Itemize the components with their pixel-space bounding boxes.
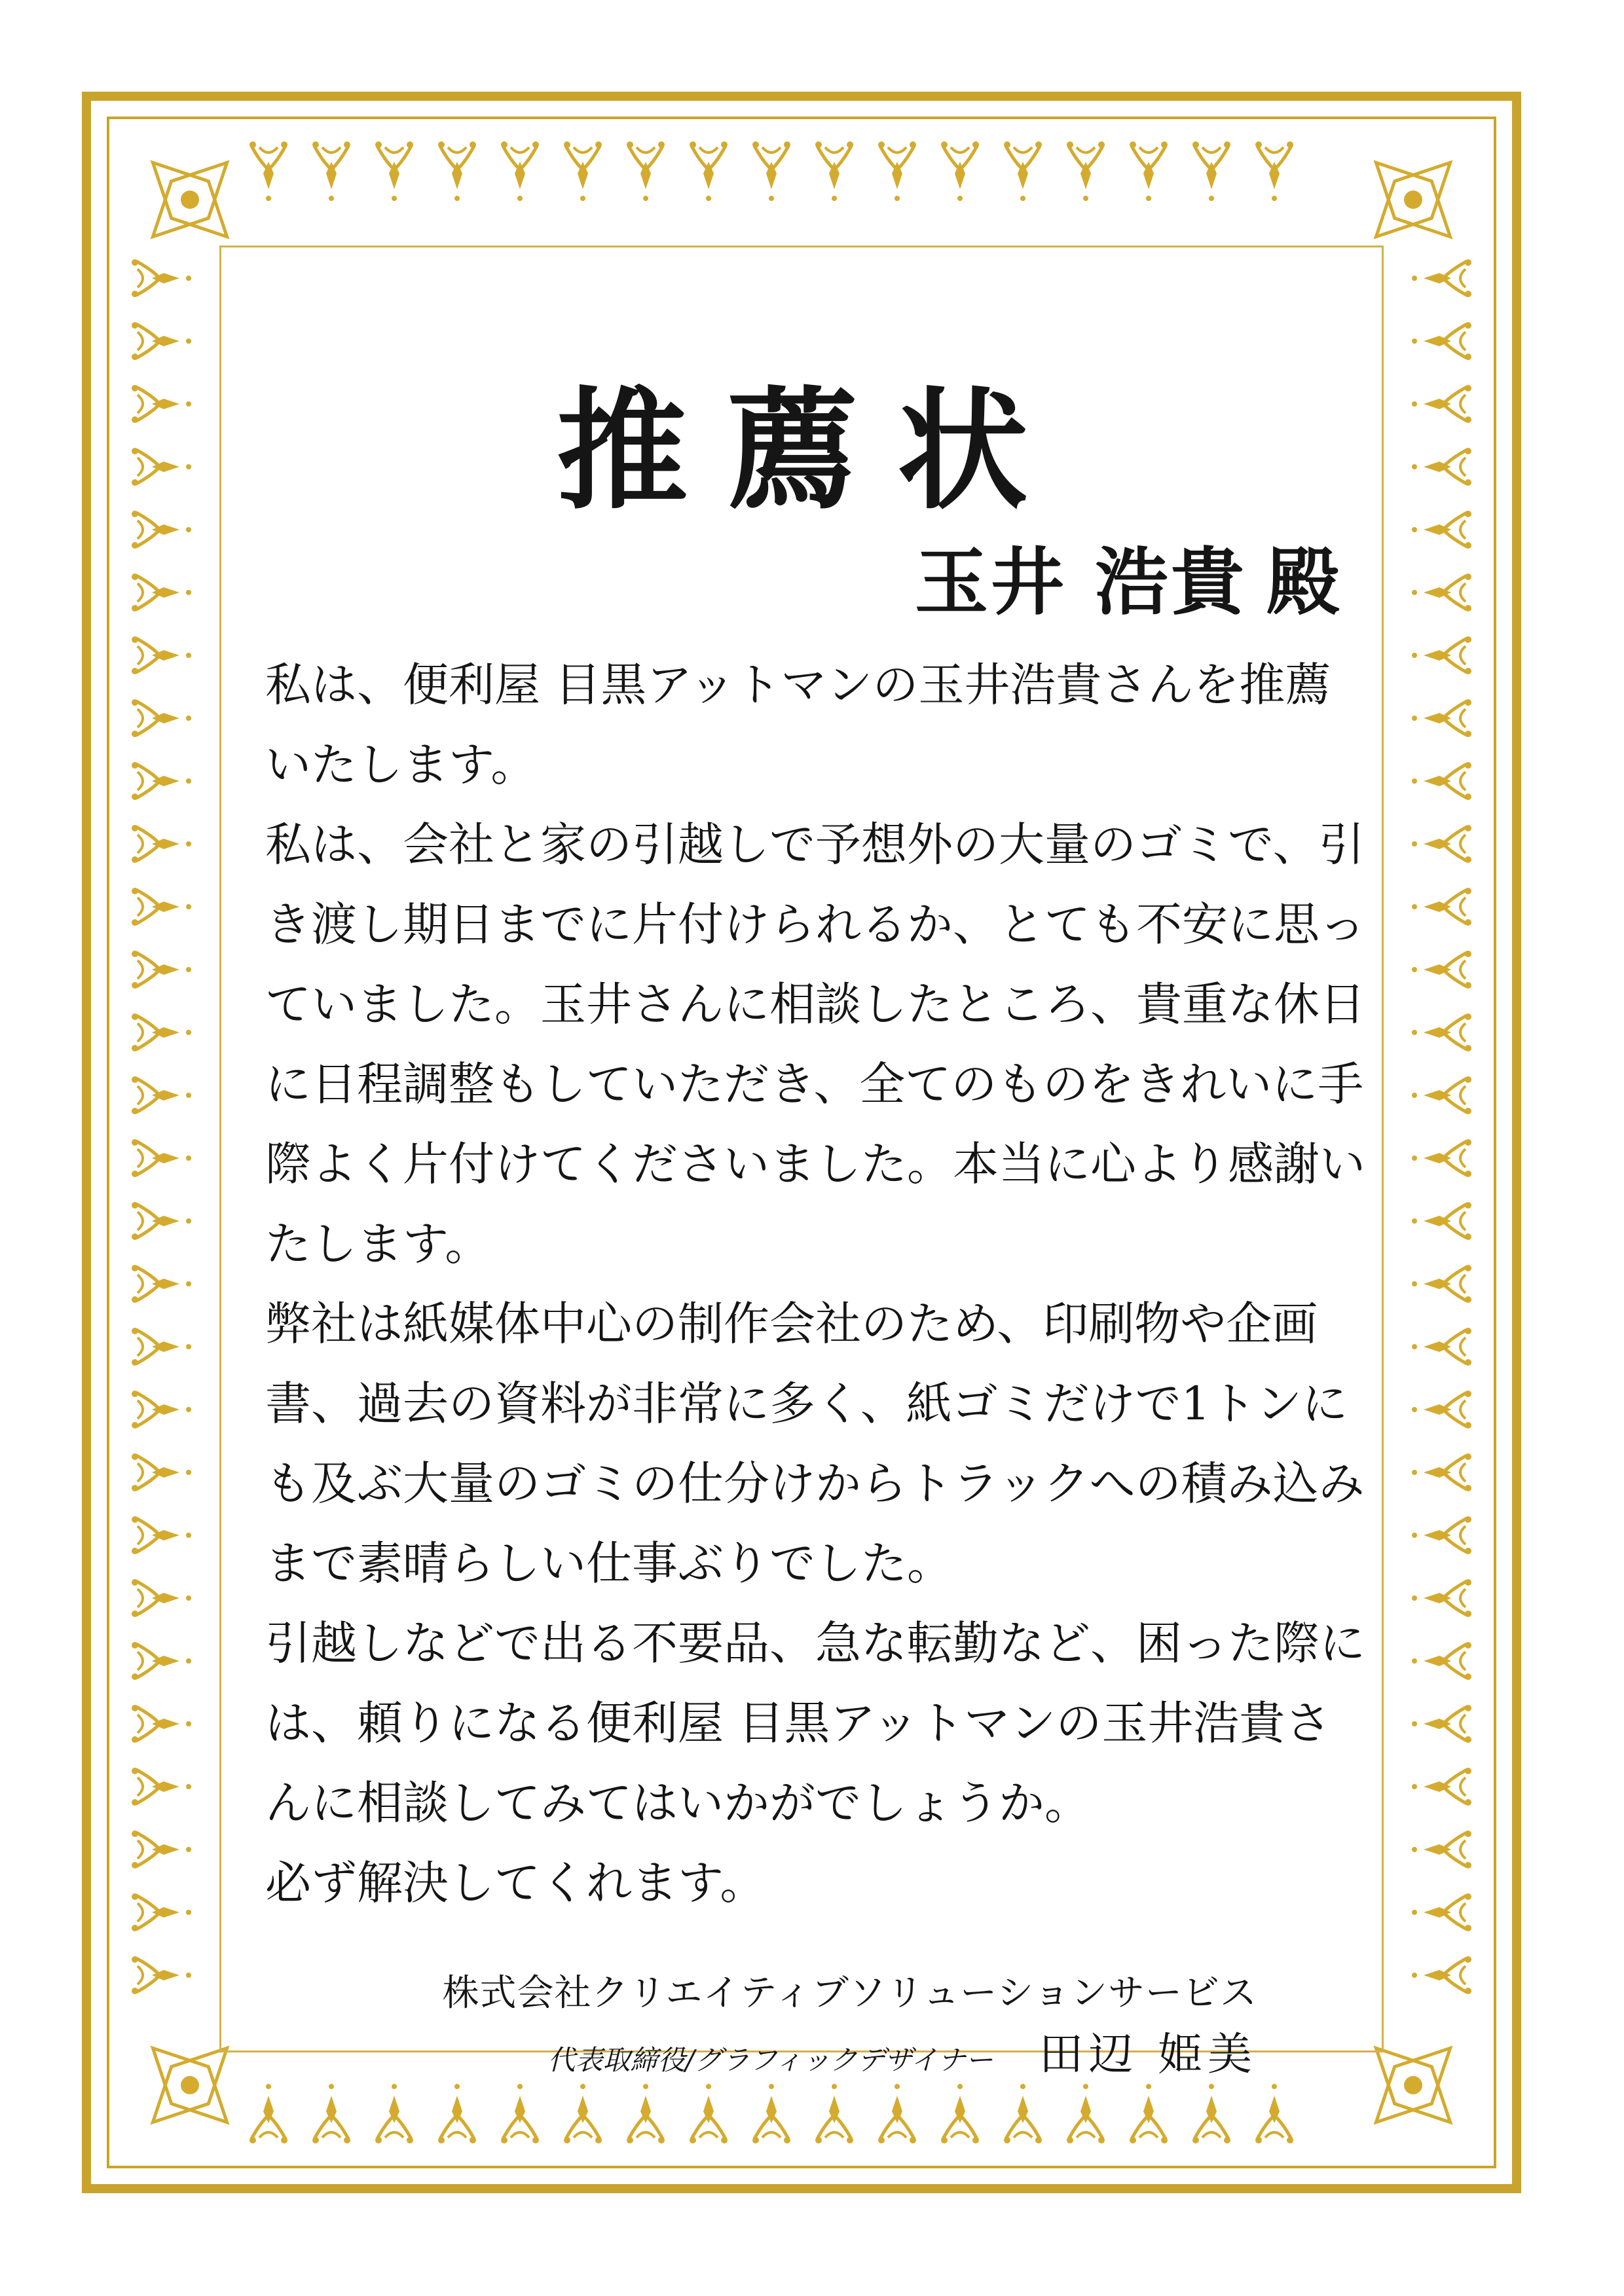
border-ornament-motif bbox=[132, 1139, 191, 1177]
border-ornament-motif bbox=[1412, 762, 1471, 800]
border-ornament-motif bbox=[132, 574, 191, 611]
border-ornament-motif bbox=[132, 1579, 191, 1617]
border-ornament-motif bbox=[690, 2084, 728, 2143]
border-ornament-motif bbox=[132, 1202, 191, 1240]
border-ornament-motif bbox=[375, 141, 413, 201]
border-ornament-motif bbox=[1412, 1893, 1471, 1931]
border-ornament-motif bbox=[1192, 2084, 1230, 2143]
border-ornament-motif bbox=[132, 1893, 191, 1931]
border-ornament-motif bbox=[1412, 825, 1471, 863]
border-ornament-motif bbox=[941, 141, 979, 201]
border-ornament-motif bbox=[1412, 1831, 1471, 1868]
border-ornament-motif bbox=[132, 322, 191, 360]
addressee-name: 玉井 浩貴 bbox=[915, 539, 1247, 625]
border-ornament-motif bbox=[1412, 1076, 1471, 1114]
border-ornament-motif bbox=[132, 1076, 191, 1114]
border-ornament-motif bbox=[1412, 1453, 1471, 1491]
border-ornament-motif bbox=[132, 951, 191, 989]
border-ornament-motif bbox=[690, 141, 728, 201]
border-ornament-motif bbox=[132, 825, 191, 863]
signature-block bbox=[443, 1964, 1257, 2083]
border-ornament-motif bbox=[1412, 1956, 1471, 1994]
signature-role: 代表取締役/グラフィックデザイナー bbox=[547, 2044, 993, 2076]
border-ornament-motif bbox=[1004, 141, 1042, 201]
border-ornament-motif bbox=[312, 141, 350, 201]
border-ornament-motif bbox=[249, 2084, 287, 2143]
paragraph-5: 必ず解決してくれます。 bbox=[265, 1856, 766, 1910]
signature-company: 株式会社クリエイティブソリューションサービス bbox=[442, 1972, 1257, 2014]
border-ornament-motif bbox=[1412, 1265, 1471, 1303]
border-ornament-motif bbox=[1412, 1642, 1471, 1680]
signature-name: 田辺 姫美 bbox=[1039, 2029, 1257, 2081]
border-ornament-motif bbox=[132, 1831, 191, 1868]
border-ornament-motif bbox=[815, 141, 853, 201]
border-ornament-motif bbox=[375, 2084, 413, 2143]
border-ornament-motif bbox=[501, 141, 539, 201]
border-ornament-motif bbox=[627, 2084, 665, 2143]
border-ornament-motif bbox=[1067, 2084, 1105, 2143]
border-ornament-motif bbox=[1412, 1768, 1471, 1806]
paragraph-2: 私は、会社と家の引越しで予想外の大量のゴミで、引き渡し期日までに片付けられるか、とても不安に思っていました。玉井さんに相談したところ、貴重な休日に日程調整もしていただき、全てのものをきれいに手際よく片付けてくださいました。本当に心より感謝いたします。 bbox=[265, 818, 1365, 1271]
border-ornament-motif bbox=[1412, 1516, 1471, 1554]
border-ornament-motif bbox=[1255, 2084, 1293, 2143]
border-ornament-motif bbox=[1067, 141, 1105, 201]
border-ornament-motif bbox=[1412, 888, 1471, 926]
border-ornament-motif bbox=[438, 141, 476, 201]
border-ornament-motif bbox=[1412, 322, 1471, 360]
border-ornament-motif bbox=[132, 1453, 191, 1491]
border-ornament-motif bbox=[132, 1956, 191, 1994]
border-ornament-motif bbox=[1004, 2084, 1042, 2143]
paragraph-3: 弊社は紙媒体中心の制作会社のため、印刷物や企画書、過去の資料が非常に多く、紙ゴミだけで1トンにも及ぶ大量のゴミの仕分けからトラックへの積み込みまで素晴らしい仕事ぶりでした。 bbox=[265, 1297, 1365, 1590]
border-ornament-motif bbox=[501, 2084, 539, 2143]
letter-body bbox=[265, 645, 1365, 1923]
border-ornament-motif bbox=[1412, 951, 1471, 989]
border-ornament-motif bbox=[1412, 1328, 1471, 1366]
border-ornament-motif bbox=[1412, 1579, 1471, 1617]
paragraph-4: 引越しなどで出る不要品、急な転勤など、困った際には、頼りになる便利屋 目黒アットマンの玉井浩貴さんに相談してみてはいかがでしょうか。 bbox=[265, 1616, 1365, 1830]
document-title: 推薦状 bbox=[556, 374, 1067, 528]
border-ornament-motif bbox=[752, 141, 790, 201]
border-ornament-motif bbox=[312, 2084, 350, 2143]
border-ornament-motif bbox=[752, 2084, 790, 2143]
border-ornament-motif bbox=[132, 1265, 191, 1303]
border-ornament-motif bbox=[815, 2084, 853, 2143]
border-ornament-motif bbox=[132, 259, 191, 297]
border-ornament-motif bbox=[1130, 141, 1168, 201]
border-ornament-motif bbox=[1255, 141, 1293, 201]
border-ornament-motif bbox=[1412, 1202, 1471, 1240]
border-ornament-motif bbox=[132, 888, 191, 926]
border-ornament-motif bbox=[878, 2084, 916, 2143]
border-ornament-motif bbox=[132, 1013, 191, 1051]
border-ornament-motif bbox=[132, 762, 191, 800]
addressee-honorific: 殿 bbox=[1266, 539, 1342, 625]
border-ornament-motif bbox=[1412, 1391, 1471, 1429]
border-ornament-motif bbox=[1130, 2084, 1168, 2143]
border-ornament-motif bbox=[1192, 141, 1230, 201]
border-ornament-motif bbox=[249, 141, 287, 201]
border-ornament-motif bbox=[132, 1642, 191, 1680]
border-ornament-motif bbox=[132, 1705, 191, 1743]
border-ornament-motif bbox=[132, 636, 191, 674]
addressee bbox=[915, 524, 1342, 629]
border-ornament-motif bbox=[132, 699, 191, 737]
border-ornament-motif bbox=[1412, 574, 1471, 611]
border-ornament-motif bbox=[564, 2084, 602, 2143]
border-ornament-motif bbox=[132, 1391, 191, 1429]
border-ornament-motif bbox=[1412, 699, 1471, 737]
border-ornament-motif bbox=[564, 141, 602, 201]
border-ornament-motif bbox=[132, 1328, 191, 1366]
border-ornament-motif bbox=[1412, 636, 1471, 674]
border-ornament-motif bbox=[1412, 259, 1471, 297]
border-ornament-motif bbox=[1412, 1705, 1471, 1743]
border-ornament-motif bbox=[1412, 1013, 1471, 1051]
border-ornament-motif bbox=[941, 2084, 979, 2143]
signature-rep-line bbox=[443, 2019, 1257, 2083]
border-ornament-motif bbox=[132, 1768, 191, 1806]
border-ornament-motif bbox=[132, 1516, 191, 1554]
paragraph-1: 私は、便利屋 目黒アットマンの玉井浩貴さんを推薦いたします。 bbox=[265, 658, 1331, 792]
border-ornament-motif bbox=[438, 2084, 476, 2143]
border-ornament-motif bbox=[1412, 1139, 1471, 1177]
border-ornament-motif bbox=[878, 141, 916, 201]
border-ornament-motif bbox=[627, 141, 665, 201]
